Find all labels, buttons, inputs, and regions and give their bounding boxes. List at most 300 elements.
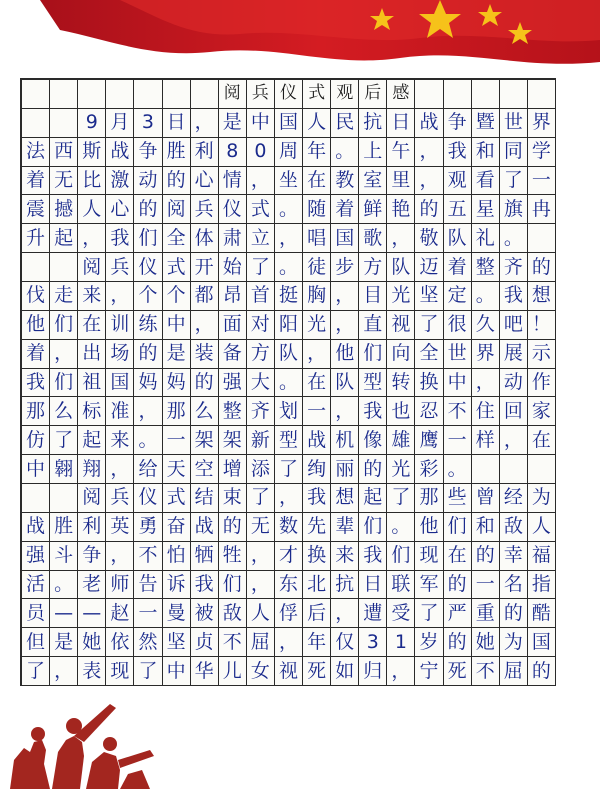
grid-cell: 现 [106, 657, 134, 686]
grid-cell: 展 [500, 340, 528, 369]
grid-cell: 我 [359, 542, 387, 571]
grid-cell: 民 [331, 109, 359, 138]
grid-cell: 战 [191, 513, 219, 542]
title-cell [78, 80, 106, 109]
grid-cell: 面 [219, 311, 247, 340]
grid-cell: 界 [472, 340, 500, 369]
title-cell: 仪 [275, 80, 303, 109]
grid-cell: 我 [444, 138, 472, 167]
grid-cell: 死 [444, 657, 472, 686]
grid-cell: 礼 [472, 224, 500, 253]
grid-cell: 表 [78, 657, 106, 686]
grid-cell: 在 [528, 426, 556, 455]
grid-cell: 利 [78, 513, 106, 542]
grid-cell: 0 [247, 138, 275, 167]
grid-cell [22, 484, 50, 513]
grid-cell: 们 [359, 340, 387, 369]
grid-cell: 添 [247, 455, 275, 484]
grid-cell: 的 [191, 369, 219, 398]
grid-cell: 老 [78, 571, 106, 600]
grid-cell: 整 [472, 253, 500, 282]
grid-cell: 严 [444, 599, 472, 628]
grid-cell: 的 [444, 628, 472, 657]
grid-cell: 儿 [219, 657, 247, 686]
grid-cell: 绚 [303, 455, 331, 484]
grid-cell: 五 [444, 195, 472, 224]
grid-cell: 中 [247, 109, 275, 138]
grid-cell: 雄 [387, 426, 415, 455]
grid-cell: 争 [134, 138, 162, 167]
grid-cell: 。 [444, 455, 472, 484]
grid-cell: 利 [191, 138, 219, 167]
grid-cell: 仿 [22, 426, 50, 455]
grid-cell: 月 [106, 109, 134, 138]
grid-cell: 上 [359, 138, 387, 167]
grid-cell: 彩 [415, 455, 443, 484]
grid-cell: 胜 [50, 513, 78, 542]
grid-cell: 依 [106, 628, 134, 657]
grid-cell: 但 [22, 628, 50, 657]
grid-cell: 敬 [415, 224, 443, 253]
grid-cell: 不 [134, 542, 162, 571]
grid-cell: 她 [472, 628, 500, 657]
grid-cell: 的 [528, 657, 556, 686]
grid-cell: ， [387, 657, 415, 686]
grid-cell: 贞 [191, 628, 219, 657]
title-cell [134, 80, 162, 109]
grid-cell: 很 [444, 311, 472, 340]
grid-cell: 军 [415, 571, 443, 600]
grid-cell: 教 [331, 167, 359, 196]
grid-cell: 妈 [163, 369, 191, 398]
grid-cell: 向 [387, 340, 415, 369]
grid-cell: 天 [163, 455, 191, 484]
grid-cell: 始 [219, 253, 247, 282]
grid-cell: 人 [303, 109, 331, 138]
grid-cell: 9 [78, 109, 106, 138]
grid-cell: 挺 [275, 282, 303, 311]
grid-cell: 家 [528, 397, 556, 426]
grid-cell: 唱 [303, 224, 331, 253]
red-flag-banner [0, 0, 600, 80]
grid-cell: 斯 [78, 138, 106, 167]
grid-cell: 来 [78, 282, 106, 311]
title-cell: 感 [387, 80, 415, 109]
grid-cell: 翔 [78, 455, 106, 484]
grid-cell: 妈 [134, 369, 162, 398]
grid-cell: 了 [500, 167, 528, 196]
grid-cell: ， [275, 224, 303, 253]
grid-cell: 直 [359, 311, 387, 340]
grid-cell [22, 109, 50, 138]
title-cell: 后 [359, 80, 387, 109]
grid-cell: ， [303, 340, 331, 369]
grid-cell: 在 [303, 369, 331, 398]
grid-cell: 曼 [163, 599, 191, 628]
title-cell [22, 80, 50, 109]
grid-cell: 日 [163, 109, 191, 138]
grid-cell: 酷 [528, 599, 556, 628]
grid-cell: 了 [275, 455, 303, 484]
grid-cell: 升 [22, 224, 50, 253]
grid-cell: 。 [387, 513, 415, 542]
grid-cell: 鲜 [359, 195, 387, 224]
grid-cell: 年 [303, 628, 331, 657]
grid-cell: 的 [134, 195, 162, 224]
grid-cell: 着 [22, 340, 50, 369]
grid-cell: ， [247, 571, 275, 600]
grid-cell: 换 [303, 542, 331, 571]
grid-cell: 型 [275, 426, 303, 455]
grid-cell: 现 [415, 542, 443, 571]
grid-cell: 齐 [500, 253, 528, 282]
grid-cell: 遭 [359, 599, 387, 628]
grid-cell: 坐 [275, 167, 303, 196]
grid-cell: 那 [163, 397, 191, 426]
grid-cell: 是 [163, 340, 191, 369]
grid-cell: 式 [163, 253, 191, 282]
grid-cell: 激 [106, 167, 134, 196]
grid-cell: 争 [78, 542, 106, 571]
grid-cell: 了 [247, 253, 275, 282]
grid-cell: 。 [50, 571, 78, 600]
grid-cell: 起 [78, 426, 106, 455]
grid-cell: 赵 [106, 599, 134, 628]
grid-cell: 震 [22, 195, 50, 224]
grid-cell: 训 [106, 311, 134, 340]
grid-cell: 归 [359, 657, 387, 686]
grid-cell: 为 [528, 484, 556, 513]
grid-cell: 她 [78, 628, 106, 657]
grid-cell: 光 [303, 311, 331, 340]
grid-cell: 观 [444, 167, 472, 196]
grid-cell: 里 [387, 167, 415, 196]
grid-cell: 不 [472, 657, 500, 686]
grid-cell: ， [134, 397, 162, 426]
grid-cell: 祖 [78, 369, 106, 398]
grid-cell: 一 [528, 167, 556, 196]
grid-cell [50, 253, 78, 282]
grid-cell: 我 [106, 224, 134, 253]
grid-cell: 后 [303, 599, 331, 628]
grid-cell: 界 [528, 109, 556, 138]
grid-cell: 住 [472, 397, 500, 426]
grid-cell: 。 [134, 426, 162, 455]
grid-cell: 作 [528, 369, 556, 398]
grid-cell: 暨 [472, 109, 500, 138]
grid-cell: 们 [50, 369, 78, 398]
grid-cell: 结 [191, 484, 219, 513]
grid-cell: 冉 [528, 195, 556, 224]
grid-cell: 机 [331, 426, 359, 455]
grid-cell: 全 [415, 340, 443, 369]
grid-cell: ， [106, 282, 134, 311]
grid-cell: ！ [528, 311, 556, 340]
grid-cell: 中 [163, 657, 191, 686]
essay-sheet [20, 78, 556, 686]
grid-cell: 争 [444, 109, 472, 138]
grid-cell: 那 [22, 397, 50, 426]
grid-cell: 他 [331, 340, 359, 369]
grid-cell: 抗 [331, 571, 359, 600]
grid-cell: 仪 [219, 195, 247, 224]
grid-cell: 兵 [106, 253, 134, 282]
grid-cell: 他 [22, 311, 50, 340]
grid-cell: ， [500, 426, 528, 455]
grid-cell: 的 [359, 455, 387, 484]
grid-cell: 受 [387, 599, 415, 628]
grid-cell: ， [50, 657, 78, 686]
grid-cell: 中 [163, 311, 191, 340]
grid-cell: 增 [219, 455, 247, 484]
grid-cell: ， [191, 109, 219, 138]
grid-cell: ， [247, 542, 275, 571]
title-cell [50, 80, 78, 109]
grid-cell: 师 [106, 571, 134, 600]
grid-cell: 阳 [275, 311, 303, 340]
grid-cell: 来 [106, 426, 134, 455]
grid-cell: 屈 [500, 657, 528, 686]
grid-cell: 胜 [163, 138, 191, 167]
grid-cell: 我 [359, 397, 387, 426]
title-cell [500, 80, 528, 109]
grid-cell: ， [106, 455, 134, 484]
grid-cell: — [78, 599, 106, 628]
grid-cell: 架 [219, 426, 247, 455]
grid-cell: 星 [472, 195, 500, 224]
grid-cell: 战 [415, 109, 443, 138]
grid-cell: 中 [22, 455, 50, 484]
grid-cell: 国 [106, 369, 134, 398]
grid-cell: 曾 [472, 484, 500, 513]
grid-cell: 久 [472, 311, 500, 340]
grid-cell: ， [247, 167, 275, 196]
grid-cell: 着 [444, 253, 472, 282]
grid-cell: 仪 [134, 253, 162, 282]
grid-cell: 为 [500, 628, 528, 657]
grid-cell: 牺 [191, 542, 219, 571]
grid-cell: 同 [500, 138, 528, 167]
title-cell [106, 80, 134, 109]
title-cell: 阅 [219, 80, 247, 109]
title-cell [472, 80, 500, 109]
grid-cell: 开 [191, 253, 219, 282]
grid-cell: 一 [303, 397, 331, 426]
grid-cell: 强 [219, 369, 247, 398]
grid-cell: 目 [359, 282, 387, 311]
grid-cell: 战 [22, 513, 50, 542]
grid-cell: 幸 [500, 542, 528, 571]
grid-cell: ， [331, 282, 359, 311]
grid-cell: 华 [191, 657, 219, 686]
grid-cell: 先 [303, 513, 331, 542]
grid-cell: 是 [219, 109, 247, 138]
grid-cell: 岁 [415, 628, 443, 657]
grid-cell: 看 [472, 167, 500, 196]
grid-cell: 架 [191, 426, 219, 455]
grid-cell [22, 253, 50, 282]
grid-cell: 女 [247, 657, 275, 686]
grid-cell: 和 [472, 138, 500, 167]
grid-cell: 胸 [303, 282, 331, 311]
grid-cell: 法 [22, 138, 50, 167]
grid-cell: 准 [106, 397, 134, 426]
grid-cell: 。 [275, 369, 303, 398]
grid-cell: 歌 [359, 224, 387, 253]
grid-cell: 空 [191, 455, 219, 484]
grid-cell: 忍 [415, 397, 443, 426]
grid-cell: 敌 [500, 513, 528, 542]
grid-cell: 标 [78, 397, 106, 426]
grid-cell: 敌 [219, 599, 247, 628]
grid-cell: 步 [331, 253, 359, 282]
grid-cell: 视 [275, 657, 303, 686]
grid-cell: 8 [219, 138, 247, 167]
grid-cell: 了 [134, 657, 162, 686]
grid-cell: 国 [275, 109, 303, 138]
grid-cell: 样 [472, 426, 500, 455]
grid-cell: 们 [359, 513, 387, 542]
grid-cell: — [50, 599, 78, 628]
grid-cell: ， [331, 397, 359, 426]
grid-cell: 们 [387, 542, 415, 571]
grid-cell: 走 [50, 282, 78, 311]
grid-cell: ， [415, 167, 443, 196]
grid-cell: 立 [247, 224, 275, 253]
grid-cell: ， [415, 138, 443, 167]
grid-cell [50, 109, 78, 138]
grid-cell: 定 [444, 282, 472, 311]
grid-cell: 怕 [163, 542, 191, 571]
grid-cell: 屈 [247, 628, 275, 657]
grid-cell: 。 [275, 195, 303, 224]
grid-cell: 名 [500, 571, 528, 600]
grid-cell: 丽 [331, 455, 359, 484]
grid-cell: 北 [303, 571, 331, 600]
grid-cell: 了 [415, 311, 443, 340]
grid-cell: 翱 [50, 455, 78, 484]
grid-cell: 战 [106, 138, 134, 167]
grid-cell: 队 [331, 369, 359, 398]
grid-cell: 战 [303, 426, 331, 455]
grid-cell: 勇 [134, 513, 162, 542]
grid-cell: 回 [500, 397, 528, 426]
grid-cell: ， [50, 340, 78, 369]
grid-cell: 艳 [387, 195, 415, 224]
grid-cell: 坚 [415, 282, 443, 311]
title-cell: 兵 [247, 80, 275, 109]
grid-cell: 日 [387, 109, 415, 138]
title-cell [191, 80, 219, 109]
grid-cell: 不 [444, 397, 472, 426]
grid-cell: 想 [528, 282, 556, 311]
grid-cell: ， [472, 369, 500, 398]
grid-cell: 的 [415, 195, 443, 224]
grid-cell: ， [106, 542, 134, 571]
grid-cell: 阅 [163, 195, 191, 224]
grid-cell: 人 [528, 513, 556, 542]
grid-cell: 想 [331, 484, 359, 513]
grid-cell: ， [275, 484, 303, 513]
title-cell: 式 [303, 80, 331, 109]
grid-cell: 俘 [275, 599, 303, 628]
title-cell [528, 80, 556, 109]
grid-cell: 旗 [500, 195, 528, 224]
grid-cell: 的 [528, 253, 556, 282]
grid-cell: ， [331, 311, 359, 340]
grid-cell: 着 [22, 167, 50, 196]
grid-cell: 全 [163, 224, 191, 253]
grid-cell: 吧 [500, 311, 528, 340]
grid-cell: 西 [50, 138, 78, 167]
grid-cell: 式 [163, 484, 191, 513]
grid-cell: 阅 [78, 484, 106, 513]
grid-cell: 队 [387, 253, 415, 282]
grid-cell: 情 [219, 167, 247, 196]
grid-cell: 无 [247, 513, 275, 542]
grid-cell: 鹰 [415, 426, 443, 455]
grid-cell: 的 [472, 542, 500, 571]
grid-cell: ， [191, 311, 219, 340]
grid-cell: 指 [528, 571, 556, 600]
grid-cell: 了 [415, 599, 443, 628]
grid-cell: 对 [247, 311, 275, 340]
writing-grid [20, 78, 556, 686]
grid-cell: ， [275, 628, 303, 657]
grid-cell: 如 [331, 657, 359, 686]
grid-cell: 心 [191, 167, 219, 196]
grid-cell: 人 [78, 195, 106, 224]
grid-cell: 型 [359, 369, 387, 398]
grid-cell: 给 [134, 455, 162, 484]
grid-cell: 随 [303, 195, 331, 224]
grid-cell: 。 [275, 253, 303, 282]
grid-cell: 学 [528, 138, 556, 167]
grid-cell: 个 [163, 282, 191, 311]
grid-cell: 世 [500, 109, 528, 138]
grid-cell: 迈 [415, 253, 443, 282]
grid-cell: 是 [50, 628, 78, 657]
grid-cell: 动 [500, 369, 528, 398]
grid-cell: 被 [191, 599, 219, 628]
grid-cell: 撼 [50, 195, 78, 224]
grid-cell: 日 [359, 571, 387, 600]
grid-cell: 才 [275, 542, 303, 571]
grid-cell: 了 [50, 426, 78, 455]
grid-cell: ， [78, 224, 106, 253]
grid-cell: 肃 [219, 224, 247, 253]
grid-cell: 3 [359, 628, 387, 657]
grid-cell: 我 [22, 369, 50, 398]
grid-cell: 周 [275, 138, 303, 167]
grid-cell: 阅 [78, 253, 106, 282]
grid-cell: 装 [191, 340, 219, 369]
grid-cell: 光 [387, 282, 415, 311]
grid-cell: 转 [387, 369, 415, 398]
grid-cell: 式 [247, 195, 275, 224]
grid-cell: 的 [500, 599, 528, 628]
grid-cell: 重 [472, 599, 500, 628]
grid-cell: 备 [219, 340, 247, 369]
grid-cell: 们 [134, 224, 162, 253]
grid-cell: 在 [444, 542, 472, 571]
grid-cell [528, 455, 556, 484]
grid-cell: 么 [191, 397, 219, 426]
grid-cell: 的 [444, 571, 472, 600]
grid-cell: 福 [528, 542, 556, 571]
grid-cell: 起 [359, 484, 387, 513]
grid-cell: 国 [331, 224, 359, 253]
